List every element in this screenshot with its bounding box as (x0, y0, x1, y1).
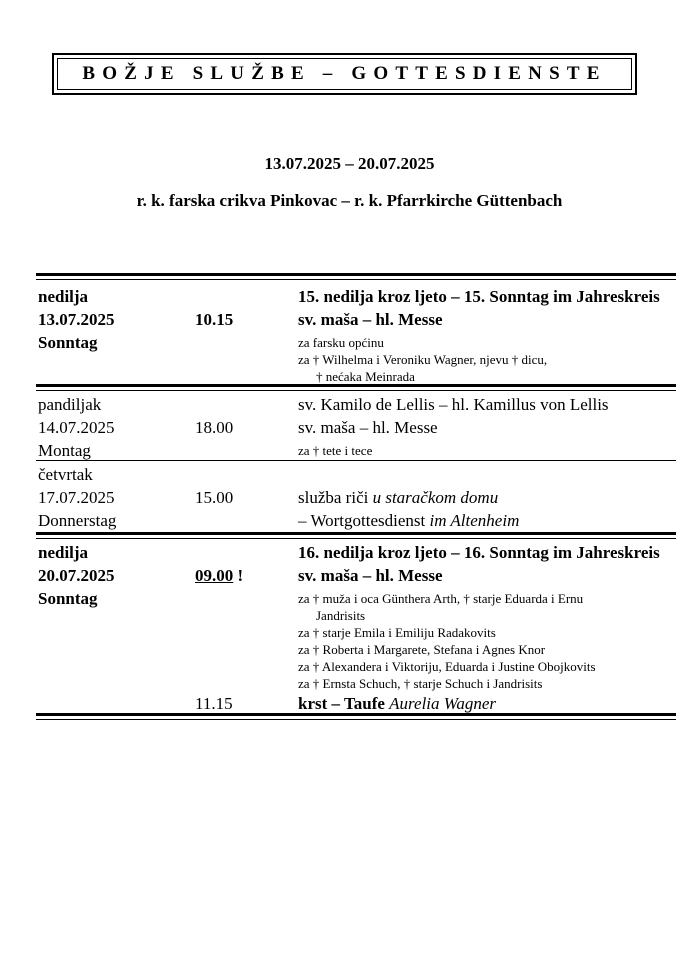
date-range: 13.07.2025 – 20.07.2025 (264, 154, 435, 173)
row2-time: 18.00 (195, 418, 234, 437)
table-bottom-rule-thin (36, 719, 676, 720)
row2-date: 14.07.2025 (38, 418, 115, 437)
row4-date: 20.07.2025 (38, 566, 115, 585)
row2-intention-1: za † tete i tece (298, 443, 373, 458)
row3-service-de-text: – Wortgottesdienst (298, 511, 426, 530)
row1-date: 13.07.2025 (38, 310, 115, 329)
row4-day: nedilja (38, 543, 89, 562)
row4-heading: 16. nedilja kroz ljeto – 16. Sonntag im Jahreskreis (298, 543, 660, 562)
title-box (52, 53, 637, 95)
row2-heading: sv. Kamilo de Lellis – hl. Kamillus von Lellis (298, 395, 609, 414)
row4-intention-5: za † Alexandera i Viktoriju, Eduarda i Justine Obojkovits (298, 659, 596, 674)
row4-intention-4: za † Roberta i Margarete, Stefana i Agnes Knor (298, 642, 546, 657)
page-title: BOŽJE SLUŽBE – GOTTESDIENSTE (57, 58, 632, 90)
row4-intention-1: za † muža i oca Günthera Arth, † starje Eduarda i Ernu (298, 591, 584, 606)
row1-service: sv. maša – hl. Messe (298, 310, 443, 329)
row4-intention-2: Jandrisits (316, 608, 366, 623)
row-separator-thick (36, 384, 676, 387)
row2-service: sv. maša – hl. Messe (298, 418, 438, 437)
table-bottom-rule-thick (36, 713, 676, 716)
table-top-rule-thin (36, 279, 676, 280)
row3-weekday: Donnerstag (38, 511, 117, 530)
row4-weekday: Sonntag (38, 589, 98, 608)
row3-day: četvrtak (38, 465, 93, 484)
parish-name: r. k. farska crikva Pinkovac – r. k. Pfarrkirche Güttenbach (136, 191, 563, 210)
row1-intention-2: za † Wilhelma i Veroniku Wagner, njevu † dicu, (298, 352, 548, 367)
row3-service-hr-text: služba riči (298, 488, 369, 507)
row1-day: nedilja (38, 287, 89, 306)
row4-time-group (195, 567, 243, 584)
row-separator-single (36, 460, 676, 461)
row1-heading: 15. nedilja kroz ljeto – 15. Sonntag im Jahreskreis (298, 287, 660, 306)
row3-service-hr (298, 489, 498, 506)
row3-time: 15.00 (195, 488, 234, 507)
row1-intention-1: za farsku općinu (298, 335, 384, 350)
row4-time-note: ! (237, 566, 244, 585)
row3-service-de (298, 512, 519, 529)
row3-date: 17.07.2025 (38, 488, 115, 507)
row-separator-thick-2 (36, 532, 676, 535)
row4-second-service-group (298, 695, 496, 712)
row1-time: 10.15 (195, 310, 234, 329)
row4-second-service-name: Aurelia Wagner (389, 694, 497, 713)
row4-second-service: krst – Taufe (298, 694, 385, 713)
row4-time: 09.00 (195, 566, 234, 585)
row4-service: sv. maša – hl. Messe (298, 566, 443, 585)
row4-second-time: 11.15 (195, 694, 233, 713)
row1-intention-3: † nećaka Meinrada (316, 369, 415, 384)
row4-intention-3: za † starje Emila i Emiliju Radakovits (298, 625, 496, 640)
row3-service-de-place: im Altenheim (429, 511, 520, 530)
row2-weekday: Montag (38, 441, 91, 460)
row-separator-thin (36, 390, 676, 391)
row-separator-thin-2 (36, 538, 676, 539)
row1-weekday: Sonntag (38, 333, 98, 352)
row4-intention-6: za † Ernsta Schuch, † starje Schuch i Jandrisits (298, 676, 543, 691)
row3-service-hr-place: u staračkom domu (372, 488, 499, 507)
row2-day: pandiljak (38, 395, 102, 414)
table-top-rule-thick (36, 273, 676, 276)
